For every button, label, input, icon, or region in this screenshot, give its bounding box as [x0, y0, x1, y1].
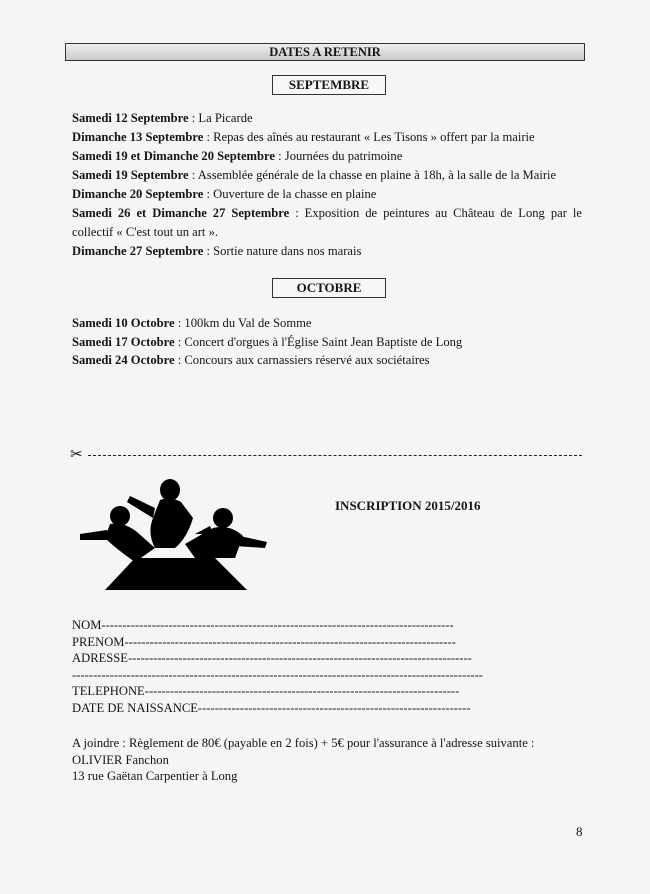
event-description: : Concert d'orgues à l'Église Saint Jean Baptiste de Long	[174, 334, 463, 349]
event-date: Samedi 10 Octobre	[72, 316, 175, 330]
section-header: DATES A RETENIR	[65, 43, 585, 61]
payment-info	[72, 735, 534, 785]
dancers-silhouette-image	[75, 478, 275, 593]
inscription-title: INSCRIPTION 2015/2016	[335, 498, 481, 513]
form-field: ADRESSE----------------------------------------------------------------------------------	[72, 651, 472, 665]
event-item	[72, 186, 582, 202]
event-description: : Repas des aînés au restaurant « Les Tisons » offert par la mairie	[203, 130, 535, 144]
event-date: Dimanche 20 Septembre	[72, 187, 204, 201]
form-field: DATE DE NAISSANCE-----------------------------------------------------------------	[72, 700, 471, 715]
event-item	[72, 315, 582, 331]
event-item	[72, 352, 582, 368]
event-date: Dimanche 27 Septembre	[72, 244, 204, 258]
event-item	[72, 167, 582, 183]
event-description: : Sortie nature dans nos marais	[203, 244, 362, 258]
registration-form	[72, 617, 483, 716]
event-item	[72, 243, 582, 259]
event-description: : Exposition de peintures au Château de Long par le	[289, 206, 582, 220]
event-item	[72, 205, 582, 221]
form-field: --------------------------------------------------------------------------------------------------	[72, 667, 483, 682]
contact-name: OLIVIER Fanchon	[72, 752, 169, 767]
contact-address: 13 rue Gaëtan Carpentier à Long	[72, 769, 238, 783]
cut-line	[70, 448, 582, 462]
event-description: : Assemblée générale de la chasse en plaine à 18h, à la salle de la Mairie	[188, 168, 557, 182]
event-date: Samedi 24 Octobre	[72, 353, 175, 367]
event-date: Dimanche 13 Septembre	[72, 130, 204, 144]
event-date: Samedi 17 Octobre	[72, 334, 175, 349]
event-description: : La Picarde	[188, 111, 253, 125]
event-description: : Concours aux carnassiers réservé aux sociétaires	[174, 353, 430, 367]
payment-text: A joindre : Règlement de 80€ (payable en 2 fois) + 5€ pour l'assurance à l'adresse suivante :	[72, 736, 535, 750]
page-number: 8	[576, 824, 583, 839]
scissors-icon: ✂	[70, 447, 83, 463]
event-date: Samedi 12 Septembre	[72, 111, 189, 125]
event-item	[72, 110, 582, 126]
event-item	[72, 334, 582, 350]
event-description: : 100km du Val de Somme	[174, 316, 312, 330]
event-date: Samedi 19 Septembre	[72, 168, 189, 182]
event-item	[72, 129, 582, 145]
form-field: TELEPHONE---------------------------------------------------------------------------	[72, 684, 460, 698]
event-description: : Ouverture de la chasse en plaine	[203, 187, 377, 201]
form-field: PRENOM-------------------------------------------------------------------------------	[72, 634, 456, 649]
month-heading-september: SEPTEMBRE	[272, 75, 386, 95]
event-date: Samedi 26 et Dimanche 27 Septembre	[72, 206, 290, 220]
event-description-continued: collectif « C'est tout un art ».	[72, 225, 219, 239]
event-description: : Journées du patrimoine	[275, 149, 403, 163]
month-heading-october: OCTOBRE	[272, 278, 386, 298]
event-item	[72, 148, 582, 164]
form-field: NOM------------------------------------------------------------------------------------	[72, 618, 454, 632]
event-date: Samedi 19 et Dimanche 20 Septembre	[72, 149, 275, 163]
